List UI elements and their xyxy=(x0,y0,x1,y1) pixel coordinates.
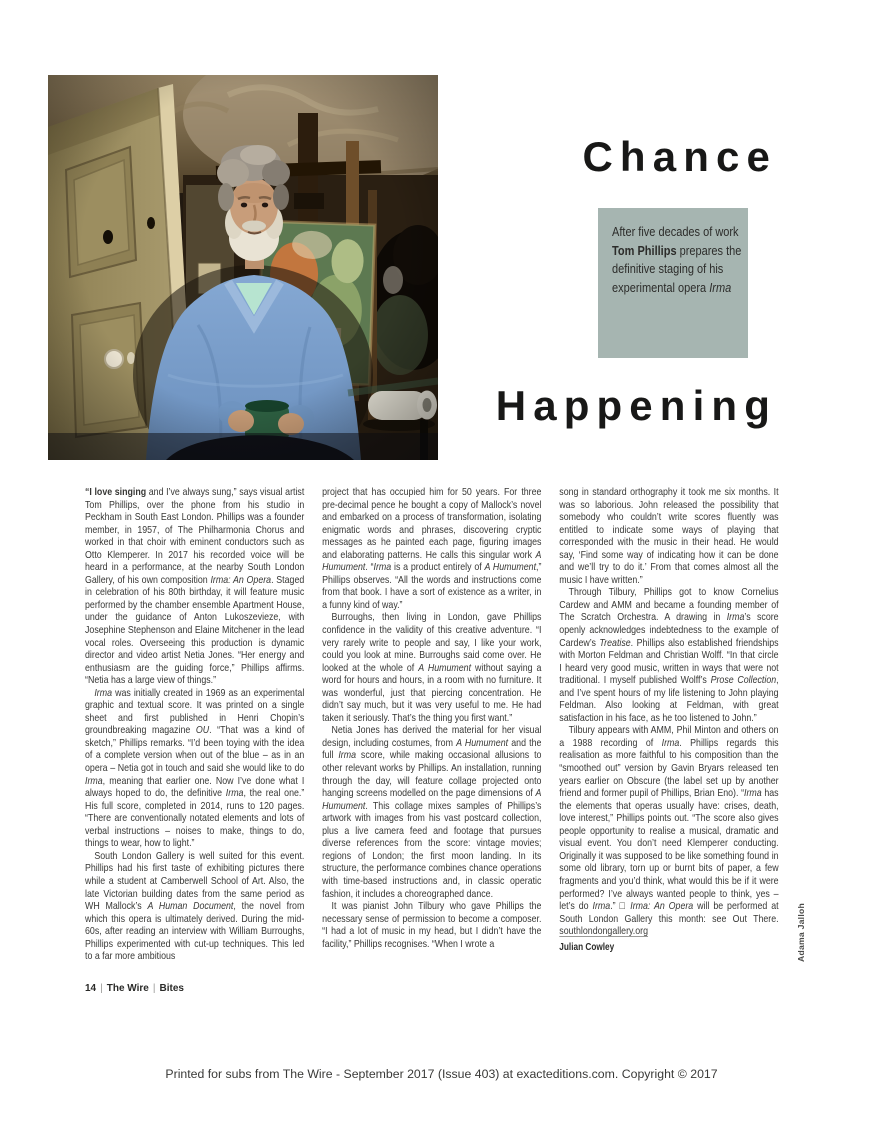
paragraph: Tilbury appears with AMM, Phil Minton and others on a 1988 recording of Irma. Phillips regards this realisation as more faithful to his composition than the “smoothed out” version by Gavin Bryars released ten years earlier on Obscure (the label set up by another friend and former pupil of Phillips, Brian Eno). “Irma has the elements that operas usually have: crises, death, love interest,” Phillips points out. “The score also gives people opportunity to realise a musical, dramatic and visual event. You don’t need Klemperer conducting. Originally it was supposed to be like something found in some old library, torn up or burnt bits of paper, a few fragments and you’d think, what would this be if it were performed? I’ve always wanted people to think, yes – let’s do Irma.” □ Irma: An Opera will be performed at South London Gallery this month: see Out There. southlondongallery.org xyxy=(559,725,779,938)
footer-separator: | xyxy=(152,983,156,994)
external-link[interactable]: southlondongallery.org xyxy=(559,926,649,938)
tom-phillips-studio-photo xyxy=(48,75,438,460)
photo-credit: Adama Jalloh xyxy=(796,903,806,962)
paragraph: South London Gallery is well suited for this event. Phillips had his first taste of exhibiting pictures there while a student at Camberwell School of Art. Also, the late Victorian building dates from the same period as WH Mallock’s A Human Document, the novel from which this opera is ultimately derived. During the mid-60s, after reading an interview with William Burroughs, Phillips experimented with cut-up techniques. This led to a far more ambitious xyxy=(85,850,305,963)
paragraph: project that has occupied him for 50 years. For three pre-decimal pence he bought a copy of Mallock’s novel and embarked on a process of transformation, isolating enigmatic words and phrases, discovering cryptic messages as he painted each page, figuring images and elaborating patterns. He calls this singular work A Humument. “Irma is a product entirely of A Humument,” Phillips observes. “All the words and instructions come from that book. I have a sort of existence as a writer, in a funny kind of way.” xyxy=(322,487,542,611)
paragraph: It was pianist John Tilbury who gave Phillips the necessary sense of permission to become a composer. “I had a lot of music in my head, but I didn’t have the facility,” Phillips recognises. “When I wrote a xyxy=(322,901,542,950)
article-column-1 xyxy=(85,487,304,964)
paragraph: “I love singing and I’ve always sung,” says visual artist Tom Phillips, over the phone from his studio in Peckham in South East London. Phillips was a founder member, in 1957, of The Philharmonia Chorus and worked in that choir with eminent conductors such as Otto Klemperer. In 2017 his recorded voice will be heard in a performance, at the nearby South London Gallery, of his own composition Irma: An Opera. Staged in celebration of his 80th birthday, it will feature music performed by the chamber ensemble Apartment House, under the guidance of Anton Lukoszevieze, with Josephine Stephenson and Elaine Mitchener in the lead vocal roles. Overseeing this production is dynamic director and video artist Netia Jones. “Her energy and enthusiasm are the guiding force,” Phillips affirms. “Netia has a large view of things.” xyxy=(85,487,305,687)
paragraph: Netia Jones has derived the material for her visual design, including costumes, from A Humument and the full Irma score, while making occasional allusions to other relevant works by Phillips. An installation, running through the day, will feature collage projected onto hanging screens modelled on the page dimensions of A Humument. This collage mixes samples of Phillips’s artwork with images from his vast postcard collection, plus a live camera feed and footage that pursues diverse references from the score: vintage movies; regions of London; the first moon landing. In its structure, the performance combines chance operations with time-based instructions and, in classic operatic fashion, it includes a choreographed dance. xyxy=(322,725,542,900)
headline-happening: Happening xyxy=(495,382,777,429)
page-footer xyxy=(85,983,184,994)
article-column-2 xyxy=(322,487,541,964)
standfirst-text: After five decades of work Tom Phillips prepares the definitive staging of his experimental opera Irma xyxy=(612,225,742,295)
print-note: Printed for subs from The Wire - September 2017 (Issue 403) at exacteditions.com. Copyright © 2017 xyxy=(165,1067,718,1081)
paragraph: Irma was initially created in 1969 as an experimental graphic and textual score. It was printed on a single sheet and first published in Henri Chopin’s groundbreaking magazine OU. “That was a kind of sketch,” Phillips remarks. “I’d been toying with the idea of a complete version when out of the blue – as in an opera – Netia got in touch and said she would like to do Irma, meaning that earlier one. Now I’ve done what I always hoped to do, the definitive Irma, the real one.” His full score, completed in 2014, runs to 120 pages. “There are conventionally notated elements and lots of verbal instructions – noises to make, things to do, things to wear, how to light.” xyxy=(85,687,305,850)
byline: Julian Cowley xyxy=(559,941,615,953)
headline-chance: Chance xyxy=(582,133,777,180)
paragraph: Burroughs, then living in London, gave Phillips confidence in the validity of this creative adventure. “I very rarely write to people and say, I like your work, could you look at mine. Burroughs said come over. He looked at the whole of A Humument without saying a word for hours and hours, in a room with no furniture. It was wonderful, just that piercing concentration. He didn’t say much, but it was very useful to me. He had taken it seriously. That’s the thing you first want.” xyxy=(322,612,542,724)
footer-separator: | xyxy=(100,983,103,994)
page-number: 14 xyxy=(85,983,97,994)
article-body xyxy=(85,487,779,964)
section-name: Bites xyxy=(159,983,184,994)
paragraph: Through Tilbury, Phillips got to know Cornelius Cardew and AMM and became a founding member of The Scratch Orchestra. A drawing in Irma’s score openly acknowledges indebtedness to the example of Cardew’s Treatise. Phillips also established friendships with Morton Feldman and Christian Wolff. “In that circle I heard very good music, written in ways that were not traditional. I myself published Wolff’s Prose Collection, and I’ve spent hours of my life listening to John playing Feldman. Also looking at Feldman, with great satisfaction in his face, as he too listened to John.” xyxy=(559,587,779,724)
article-column-3 xyxy=(559,487,778,964)
magazine-name: The Wire xyxy=(106,983,149,994)
paragraph: song in standard orthography it took me six months. It was so laborious. John released the possibility that somebody who couldn’t write scores fluently was entitled to indicate some ways of playing that corresponded with the music in their head. He would say, ‘Find some way of indicating how it can be done and we’ll try to do it.’ From that comes almost all the music I have written.” xyxy=(559,487,779,586)
standfirst-box xyxy=(598,208,748,358)
article-photo xyxy=(48,75,438,460)
